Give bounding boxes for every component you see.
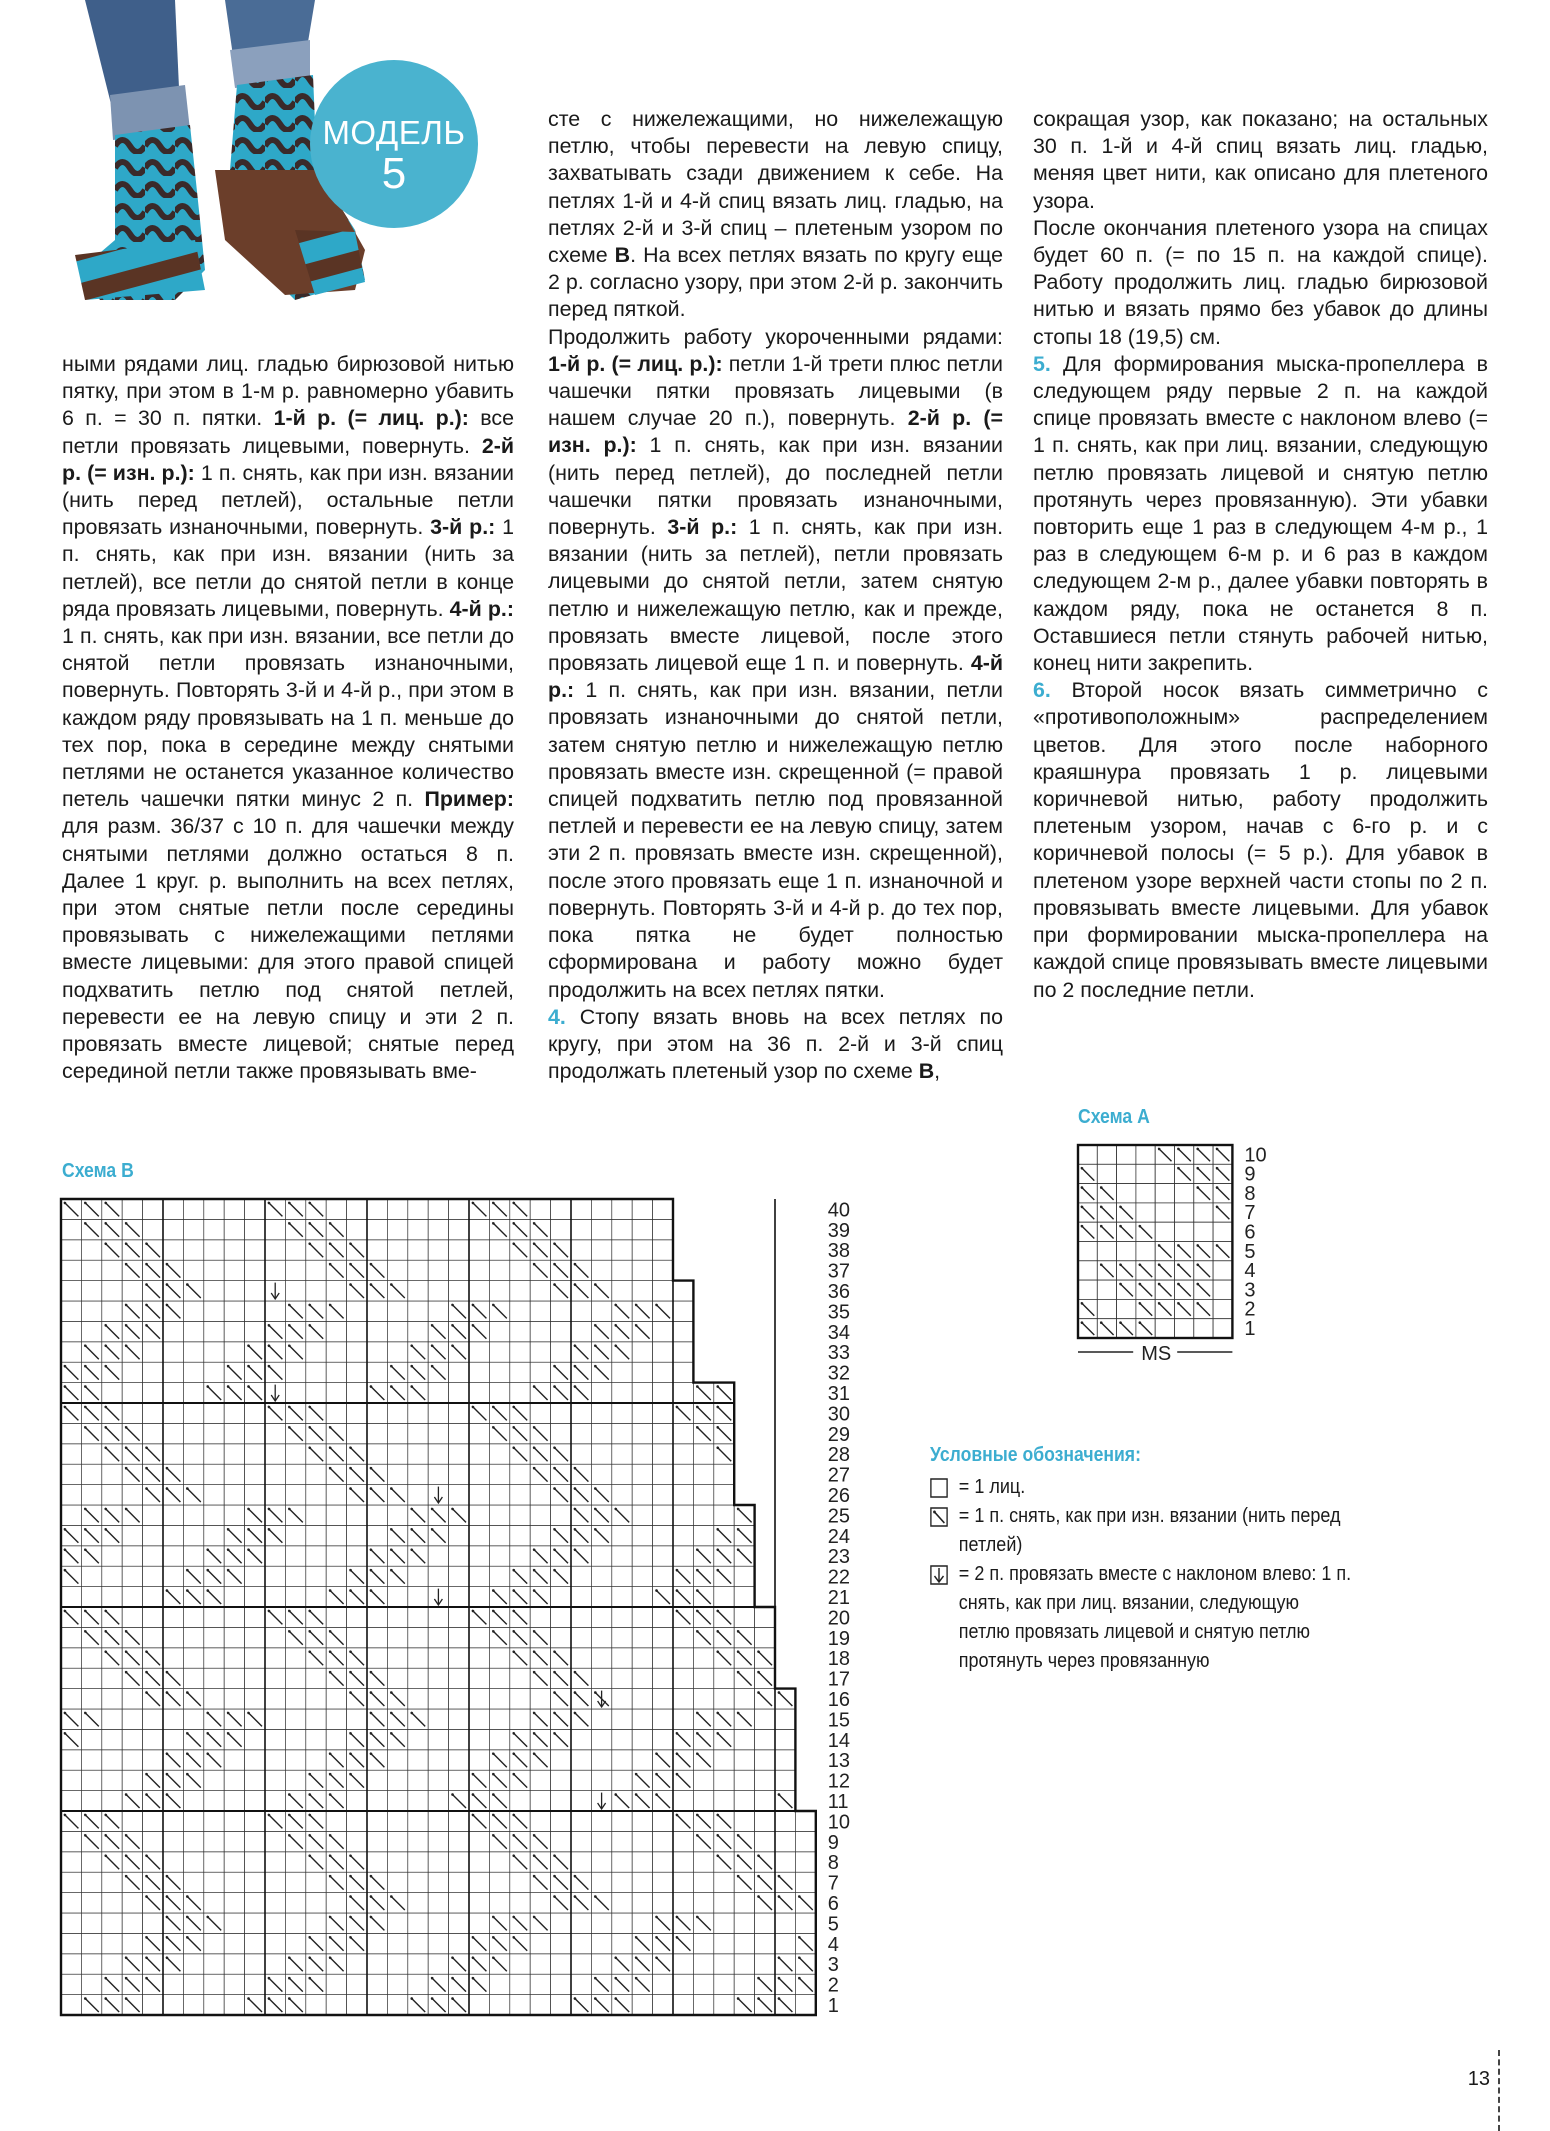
knit-symbol-icon	[930, 1478, 948, 1498]
legend-slip	[930, 1502, 1353, 1560]
scheme-b-row-label: 5	[827, 1913, 839, 1936]
scheme-b-row-label: 7	[827, 1872, 839, 1895]
legend-dec	[930, 1560, 1353, 1676]
scheme-b-row-label: 1	[827, 1995, 839, 2017]
page-edge-mark	[1498, 2050, 1500, 2131]
scheme-b-row-label: 40	[827, 1199, 851, 1222]
scheme-a-row-label: 5	[1244, 1240, 1256, 1263]
scheme-b-row-label: 9	[827, 1831, 839, 1854]
scheme-b-row-label: 35	[827, 1301, 851, 1324]
scheme-a-row-label: 7	[1244, 1202, 1256, 1225]
scheme-b-row-label: 23	[827, 1546, 851, 1569]
scheme-b-row-label: 12	[827, 1770, 851, 1793]
legend-knit-text: = 1 лиц.	[958, 1476, 1026, 1498]
scheme-b-row-label: 18	[827, 1648, 851, 1671]
scheme-b-row-label: 39	[827, 1219, 851, 1242]
scheme-a-title: Схема A	[1078, 1106, 1150, 1128]
scheme-a-row-label: 6	[1244, 1221, 1256, 1244]
column-3-text: сокращая узор, как показано; на остальных 30 п. 1-й и 4-й спиц вязать лиц. гладью, меняя цвет нити, как описано для плетеного узора. После окончания плетеного узора на спицах будет 60 п. (= по 15 п. на каждой спице). Работу продолжить лиц. гладью бирюзовой нитью и вязать прямо без убавок до длины стопы 18 (19,5) см. 5. Для формирования мыска-пропеллера в следующем ряду первые 2 п. на каждой спице провязать вместе с наклоном влево (= 1 п. снять, как при лиц. вязании, следующую петлю провязать лицевой и снятую петлю протянуть через провязанную). Эти убавки повторить еще 1 раз в следующем 4-м р., 1 раз в следующем 6-м р. и 6 раз в каждом следующем 2-м р., далее убавки повторять в каждом ряду, пока не останется 8 п. Оставшиеся петли стянуть рабочей нитью, конец нити закрепить. 6. Второй носок вязать симметрично с «противоположным» распределением цветов. Для этого после наборного краяшнура провязать 1 р. лицевыми коричневой нитью, работу продолжить плетеным узором, начав с 6-го р. и с коричневой полосы (= 5 р.). Для убавок в плетеном узоре верхней части стопы по 2 п. провязывать вместе лицевыми. Для убавок при формировании мыска-пропеллера на каждой спице провязывать вместе лицевыми по 2 последние петли.	[1033, 107, 1488, 1002]
scheme-b-row-label: 30	[827, 1403, 851, 1426]
scheme-b-row-label: 4	[827, 1933, 839, 1956]
scheme-b-row-label: 13	[827, 1750, 851, 1773]
scheme-b-row-label: 26	[827, 1485, 851, 1507]
scheme-b-row-label: 22	[827, 1566, 851, 1589]
text-column-2	[548, 106, 1003, 1085]
scheme-b-row-label: 37	[827, 1260, 851, 1283]
scheme-b-row-label: 2	[827, 1974, 839, 1997]
legend-knit	[930, 1473, 1353, 1502]
scheme-a-chart	[1070, 1135, 1310, 1415]
scheme-b-row-label: 16	[827, 1689, 851, 1711]
scheme-b-chart	[55, 1185, 895, 2045]
scheme-b-row-label: 19	[827, 1627, 851, 1650]
model-number: 5	[381, 149, 407, 198]
scheme-a-row-label: 1	[1244, 1318, 1256, 1340]
scheme-a-row-label: 4	[1244, 1260, 1256, 1283]
column-2-text: сте с нижележащими, но нижележащую петлю, чтобы перевести на левую спицу, захватывать сзади движением к себе. На петлях 1-й и 4-й спиц вязать лиц. гладью, на петлях 2-й и 3-й спиц – плетеным узором по схеме В. На всех петлях вязать по кругу еще 2 р. согласно узору, при этом 2-й р. закончить перед пяткой. Продолжить работу укороченными рядами: 1-й р. (= лиц. р.): петли 1-й трети плюс петли чашечки пятки провязать лицевыми (в нашем случае 20 п.), повернуть. 2-й р. (= изн. р.): 1 п. снять, как при изн. вязании (нить перед петлей), до последней петли чашечки пятки провязать изнаночными, повернуть. 3-й р.: 1 п. снять, как при изн. вязании (нить за петлей), петли провязать лицевыми до снятой петли, затем снятую петлю и нижележащую петлю, как и прежде, провязать вместе лицевой, после этого провязать лицевой еще 1 п. и повернуть. 4-й р.: 1 п. снять, как при изн. вязании, петли провязать изнаночными до снятой петли, затем снятую петлю и нижележащую петлю провязать вместе изн. скрещенной (= правой спицей подхватить петлю под провязанной петлей и перевести ее на левую спицу, затем эти 2 п. провязать вместе изн. скрещенной), после этого провязать еще 1 п. изнаночной и повернуть. Повторять 3-й и 4-й р. до тех пор, пока пятка не будет полностью сформирована и работу можно будет продолжить на всех петлях пятки. 4. Стопу вязать вновь на всех петлях по кругу, при этом на 36 п. 2-й и 3-й спиц продолжать плетеный узор по схеме В,	[548, 107, 1004, 1084]
text-column-1	[62, 351, 514, 1085]
legend-slip-text: = 1 п. снять, как при изн. вязании (нить перед петлей)	[958, 1505, 1341, 1556]
scheme-b-row-label: 31	[827, 1383, 851, 1405]
text-column-3	[1033, 106, 1488, 1004]
scheme-a-row-label: 9	[1244, 1163, 1256, 1186]
model-badge	[310, 60, 478, 228]
scheme-b-title: Схема B	[62, 1160, 134, 1182]
decrease-symbol-icon	[930, 1565, 948, 1585]
scheme-b-row-label: 17	[827, 1668, 851, 1691]
scheme-a-row-label: 2	[1244, 1298, 1256, 1321]
scheme-b-row-label: 21	[827, 1587, 851, 1609]
scheme-b-row-label: 3	[827, 1954, 839, 1977]
scheme-b-row-label: 20	[827, 1607, 851, 1630]
scheme-b-row-label: 15	[827, 1709, 851, 1732]
scheme-a-row-label: 8	[1244, 1182, 1256, 1205]
column-1-text: ными рядами лиц. гладью бирюзовой нитью пятку, при этом в 1-м р. равномерно убавить 6 п. = 30 п. пятки. 1-й р. (= лиц. р.): все петли провязать лицевыми, повернуть. 2-й р. (= изн. р.): 1 п. снять, как при изн. вязании (нить перед петлей), остальные петли провязать изнаночными, повернуть. 3-й р.: 1 п. снять, как при изн. вязании (нить за петлей), все петли до снятой петли в конце ряда провязать лицевыми, повернуть. 4-й р.: 1 п. снять, как при изн. вязании, все петли до снятой петли провязать изнаночными, повернуть. Повторять 3-й и 4-й р., при этом в каждом ряду провязывать на 1 п. меньше до тех пор, пока в середине между снятыми петлями не останется указанное количество петель чашечки пятки минус 2 п. Пример: для разм. 36/37 с 10 п. для чашечки между снятыми петлями должно остаться 8 п. Далее 1 круг. р. выполнить на всех петлях, при этом снятые петли после середины провязывать с нижележащими петлями вместе лицевыми: для этого правой спицей подхватить петлю под снятой петлей, перевести ее на левую спицу и эти 2 п. провязать вместе лицевой; снятые перед серединой петли также провязывать вме-	[62, 352, 514, 1084]
scheme-b-row-label: 29	[827, 1423, 851, 1446]
scheme-b-row-label: 28	[827, 1444, 851, 1467]
legend-dec-text: = 2 п. провязать вместе с наклоном влево: 1 п. снять, как при лиц. вязании, следующую петлю провязать лицевой и снятую петлю протянуть через провязанную	[958, 1563, 1352, 1672]
legend	[930, 1444, 1400, 1676]
scheme-b-row-label: 36	[827, 1281, 851, 1303]
scheme-b-row-label: 27	[827, 1464, 851, 1487]
scheme-b-row-label: 32	[827, 1362, 851, 1385]
scheme-a-row-label: 3	[1244, 1279, 1256, 1302]
model-label: МОДЕЛЬ	[322, 114, 466, 151]
slip-symbol-icon	[930, 1507, 948, 1527]
ms-label: MS	[1141, 1343, 1172, 1365]
scheme-b-row-label: 38	[827, 1240, 851, 1263]
scheme-b-row-label: 6	[827, 1893, 839, 1915]
scheme-b-row-label: 33	[827, 1342, 851, 1365]
scheme-b-row-label: 24	[827, 1525, 851, 1548]
scheme-b-row-label: 11	[827, 1791, 849, 1813]
scheme-b-row-label: 25	[827, 1505, 851, 1528]
legend-title: Условные обозначения:	[930, 1444, 1141, 1466]
scheme-a-row-label: 10	[1244, 1144, 1267, 1167]
page-number: 13	[1467, 2068, 1490, 2090]
scheme-b-row-label: 10	[827, 1811, 851, 1834]
scheme-b-row-label: 34	[827, 1321, 851, 1344]
scheme-b-row-label: 14	[827, 1729, 851, 1752]
scheme-b-row-label: 8	[827, 1852, 839, 1875]
